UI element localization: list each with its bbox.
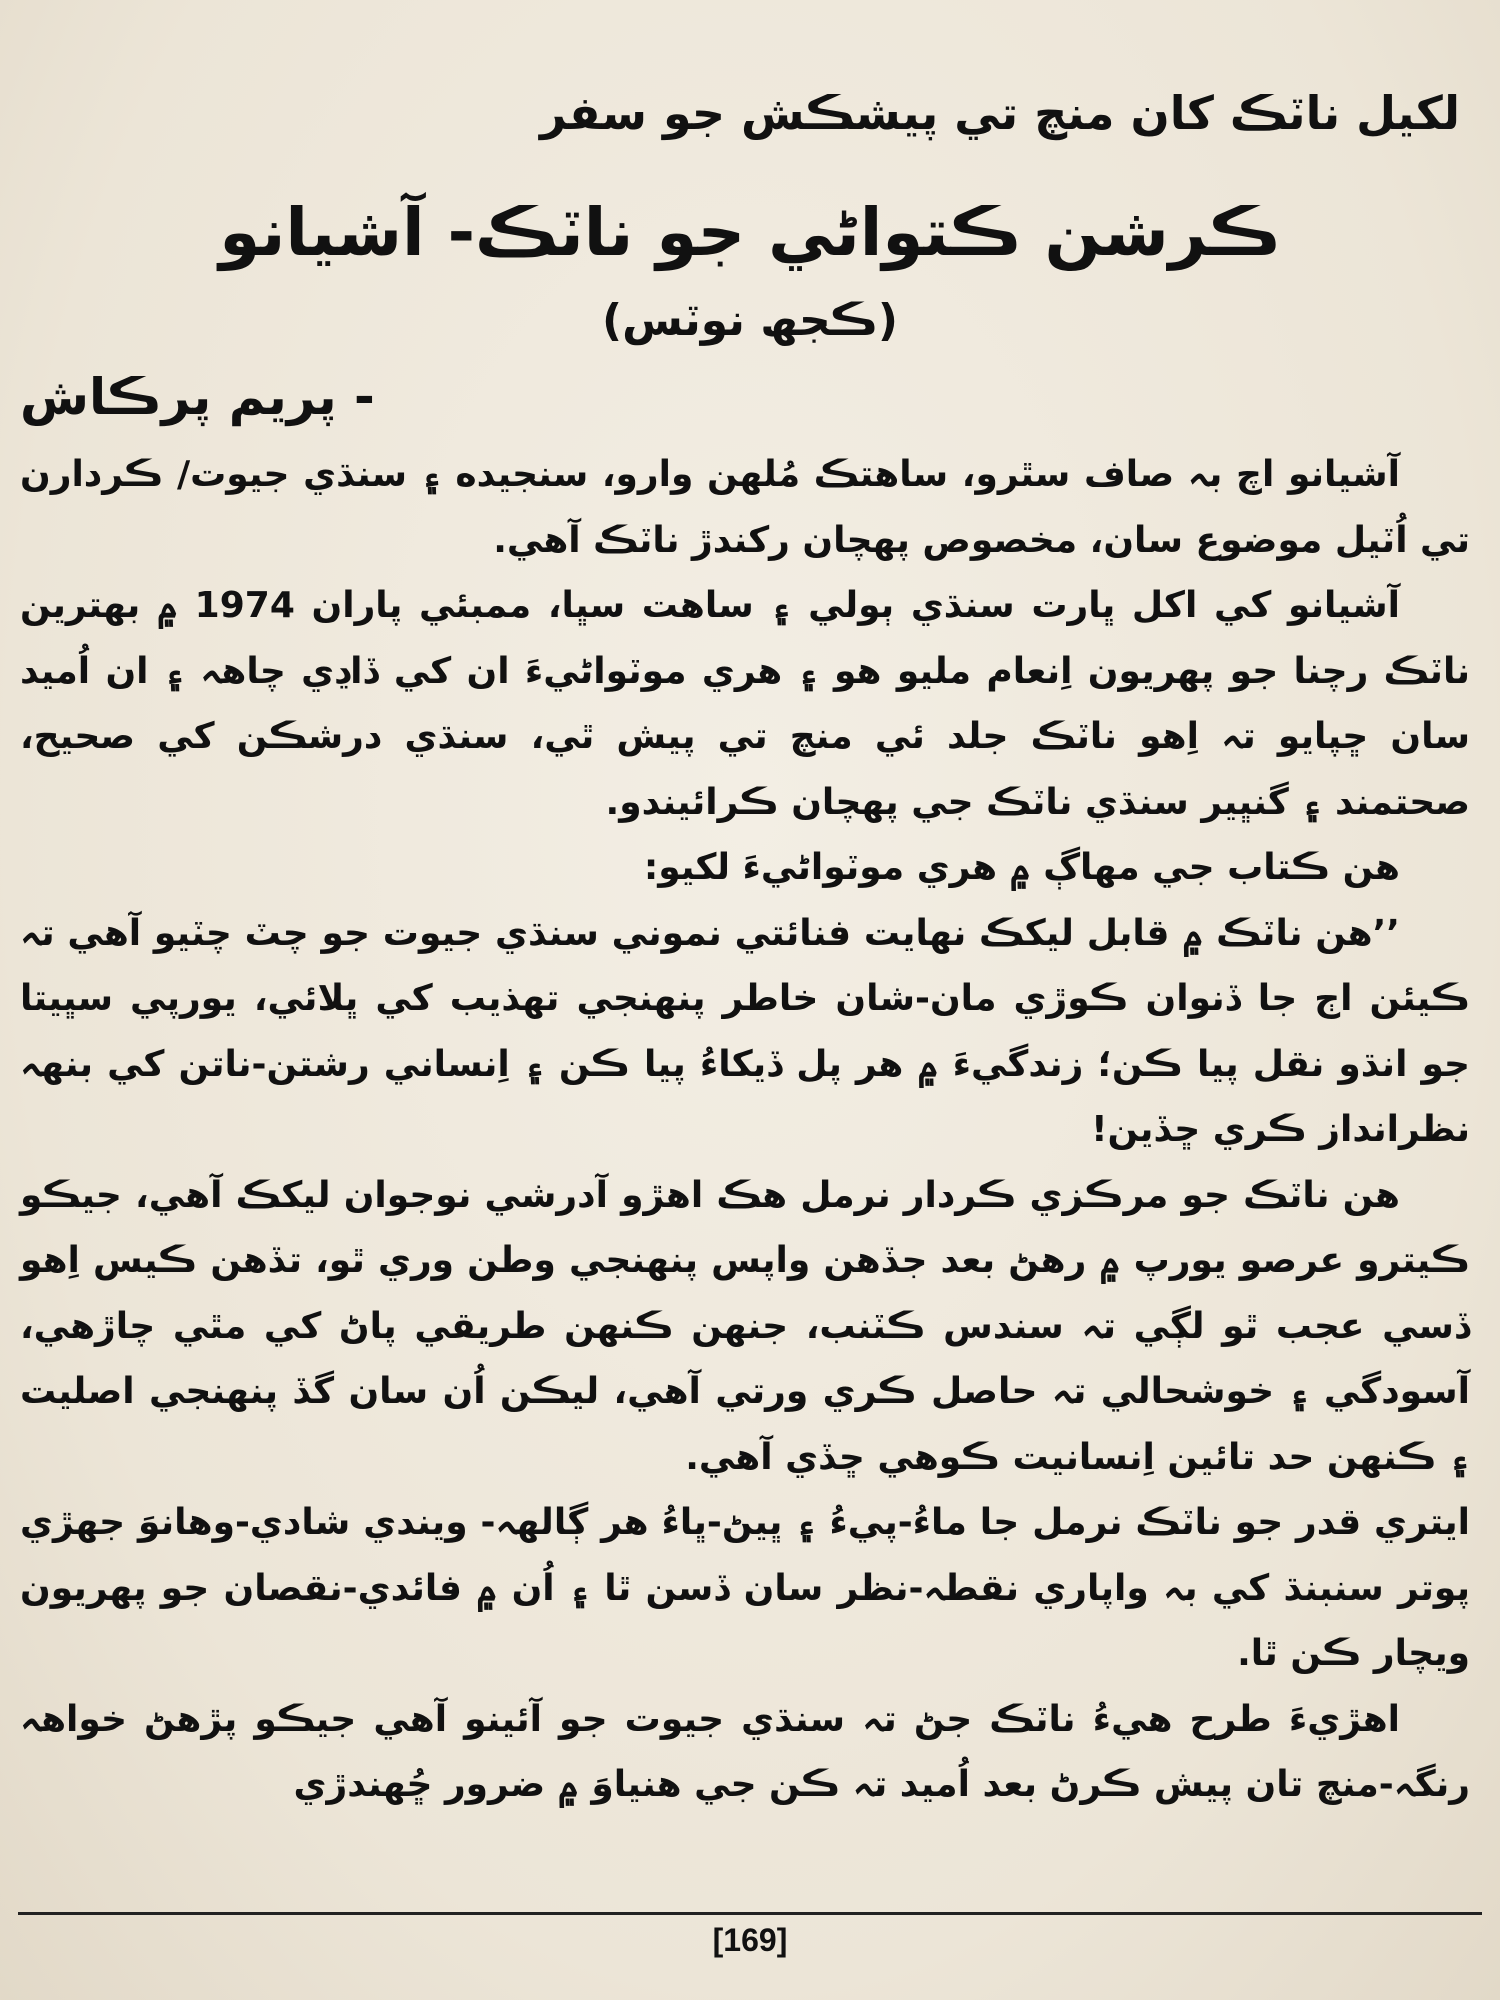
author-byline: - پريم پرڪاش [20, 368, 375, 426]
paragraph: اهڙيءَ طرح هيءُ ناٽڪ جڻ تہ سنڌي جيوت جو آئينو آهي جيڪو پڙهڻ خواهہ رنگہ-منچ تان پيش ڪرڻ بعد اُميد تہ ڪن جي هنياوَ ۾ ضرور ڇُهندڙي [20, 1698, 1470, 1805]
quoted-paragraph: ’’هن ناٽڪ ۾ قابل ليکڪ نهايت فنائتي نموني سنڌي جيوت جو چٽ چٽيو آهي تہ ڪيئن اڄ جا ڏنوان ڪوڙي مان-شان خاطر پنهنجي تهذيب کي ڀلائي، يورپي سڀيتا جو انڌو نقل پيا ڪن؛ زندگيءَ ۾ هر پل ڏيکاءُ پيا ڪن ۽ اِنساني رشتن-ناتن کي بنهہ نظرانداز ڪري ڇڏين! [20, 912, 1470, 1150]
article-body [20, 442, 1470, 1818]
paragraph: هن ڪتاب جي مهاڳ ۾ هري موٽواڻيءَ لکيو: [643, 847, 1400, 888]
series-heading: لکيل ناٽڪ کان منچ تي پيشڪش جو سفر [540, 86, 1460, 140]
article-title: ڪرشن ڪتواڻي جو ناٽڪ- آشيانو [219, 194, 1281, 271]
page-number: [169] [712, 1922, 788, 1958]
paragraph: هن ناٽڪ جو مرڪزي ڪردار نرمل هڪ اهڙو آدرشي نوجوان ليکڪ آهي، جيڪو ڪيترو عرصو يورپ ۾ رهڻ بعد جڏهن واپس پنهنجي وطن وري ٿو، تڏهن ڪيس اِهو ڏسي عجب ٿو لڳي تہ سندس ڪٽنب، جنهن ڪنهن طريقي پاڻ کي مٿي چاڙهي، آسودگي ۽ خوشحالي تہ حاصل ڪري ورتي آهي، ليڪن اُن سان گڏ پنهنجي اصليت ۽ ڪنهن حد تائين اِنسانيت ڪوهي ڇڏي آهي. [20, 1174, 1470, 1478]
footer-divider [18, 1912, 1482, 1915]
article-subtitle: (ڪجھ نوٽس) [601, 295, 899, 346]
paragraph: آشيانو اچ بہ صاف سٿرو، ساهتڪ مُلهن وارو، سنجيده ۽ سنڌي جيوت/ ڪردارن تي اُٽيل موضوع سان، مخصوص پهچان رکندڙ ناٽڪ آهي. [20, 454, 1470, 561]
paragraph: ايتري قدر جو ناٽڪ نرمل جا ماءُ-پيءُ ۽ ڀيڻ-ڀاءُ هر ڳالهہ- ويندي شادي-وهانوَ جهڙي پوتر سنبنڌ کي بہ واپاري نقطہ-نظر سان ڏسن ٿا ۽ اُن ۾ فائدي-نقصان جو پهريون ويچار ڪن ٿا. [20, 1502, 1470, 1674]
paragraph: آشيانو کي اکل ڀارت سنڌي ٻولي ۽ ساهت سڀا، ممبئي پاران 1974 ۾ بهترين ناٽڪ رچنا جو پهريون اِنعام مليو هو ۽ هري موٽواڻيءَ ان کي ڏاڍي چاهہ ۽ ان اُميد سان ڇپايو تہ اِهو ناٽڪ جلد ئي منچ تي پيش ٿي، سنڌي درشڪن کي صحيح، صحتمند ۽ گنڀير سنڌي ناٽڪ جي پهچان ڪرائيندو. [20, 585, 1470, 823]
